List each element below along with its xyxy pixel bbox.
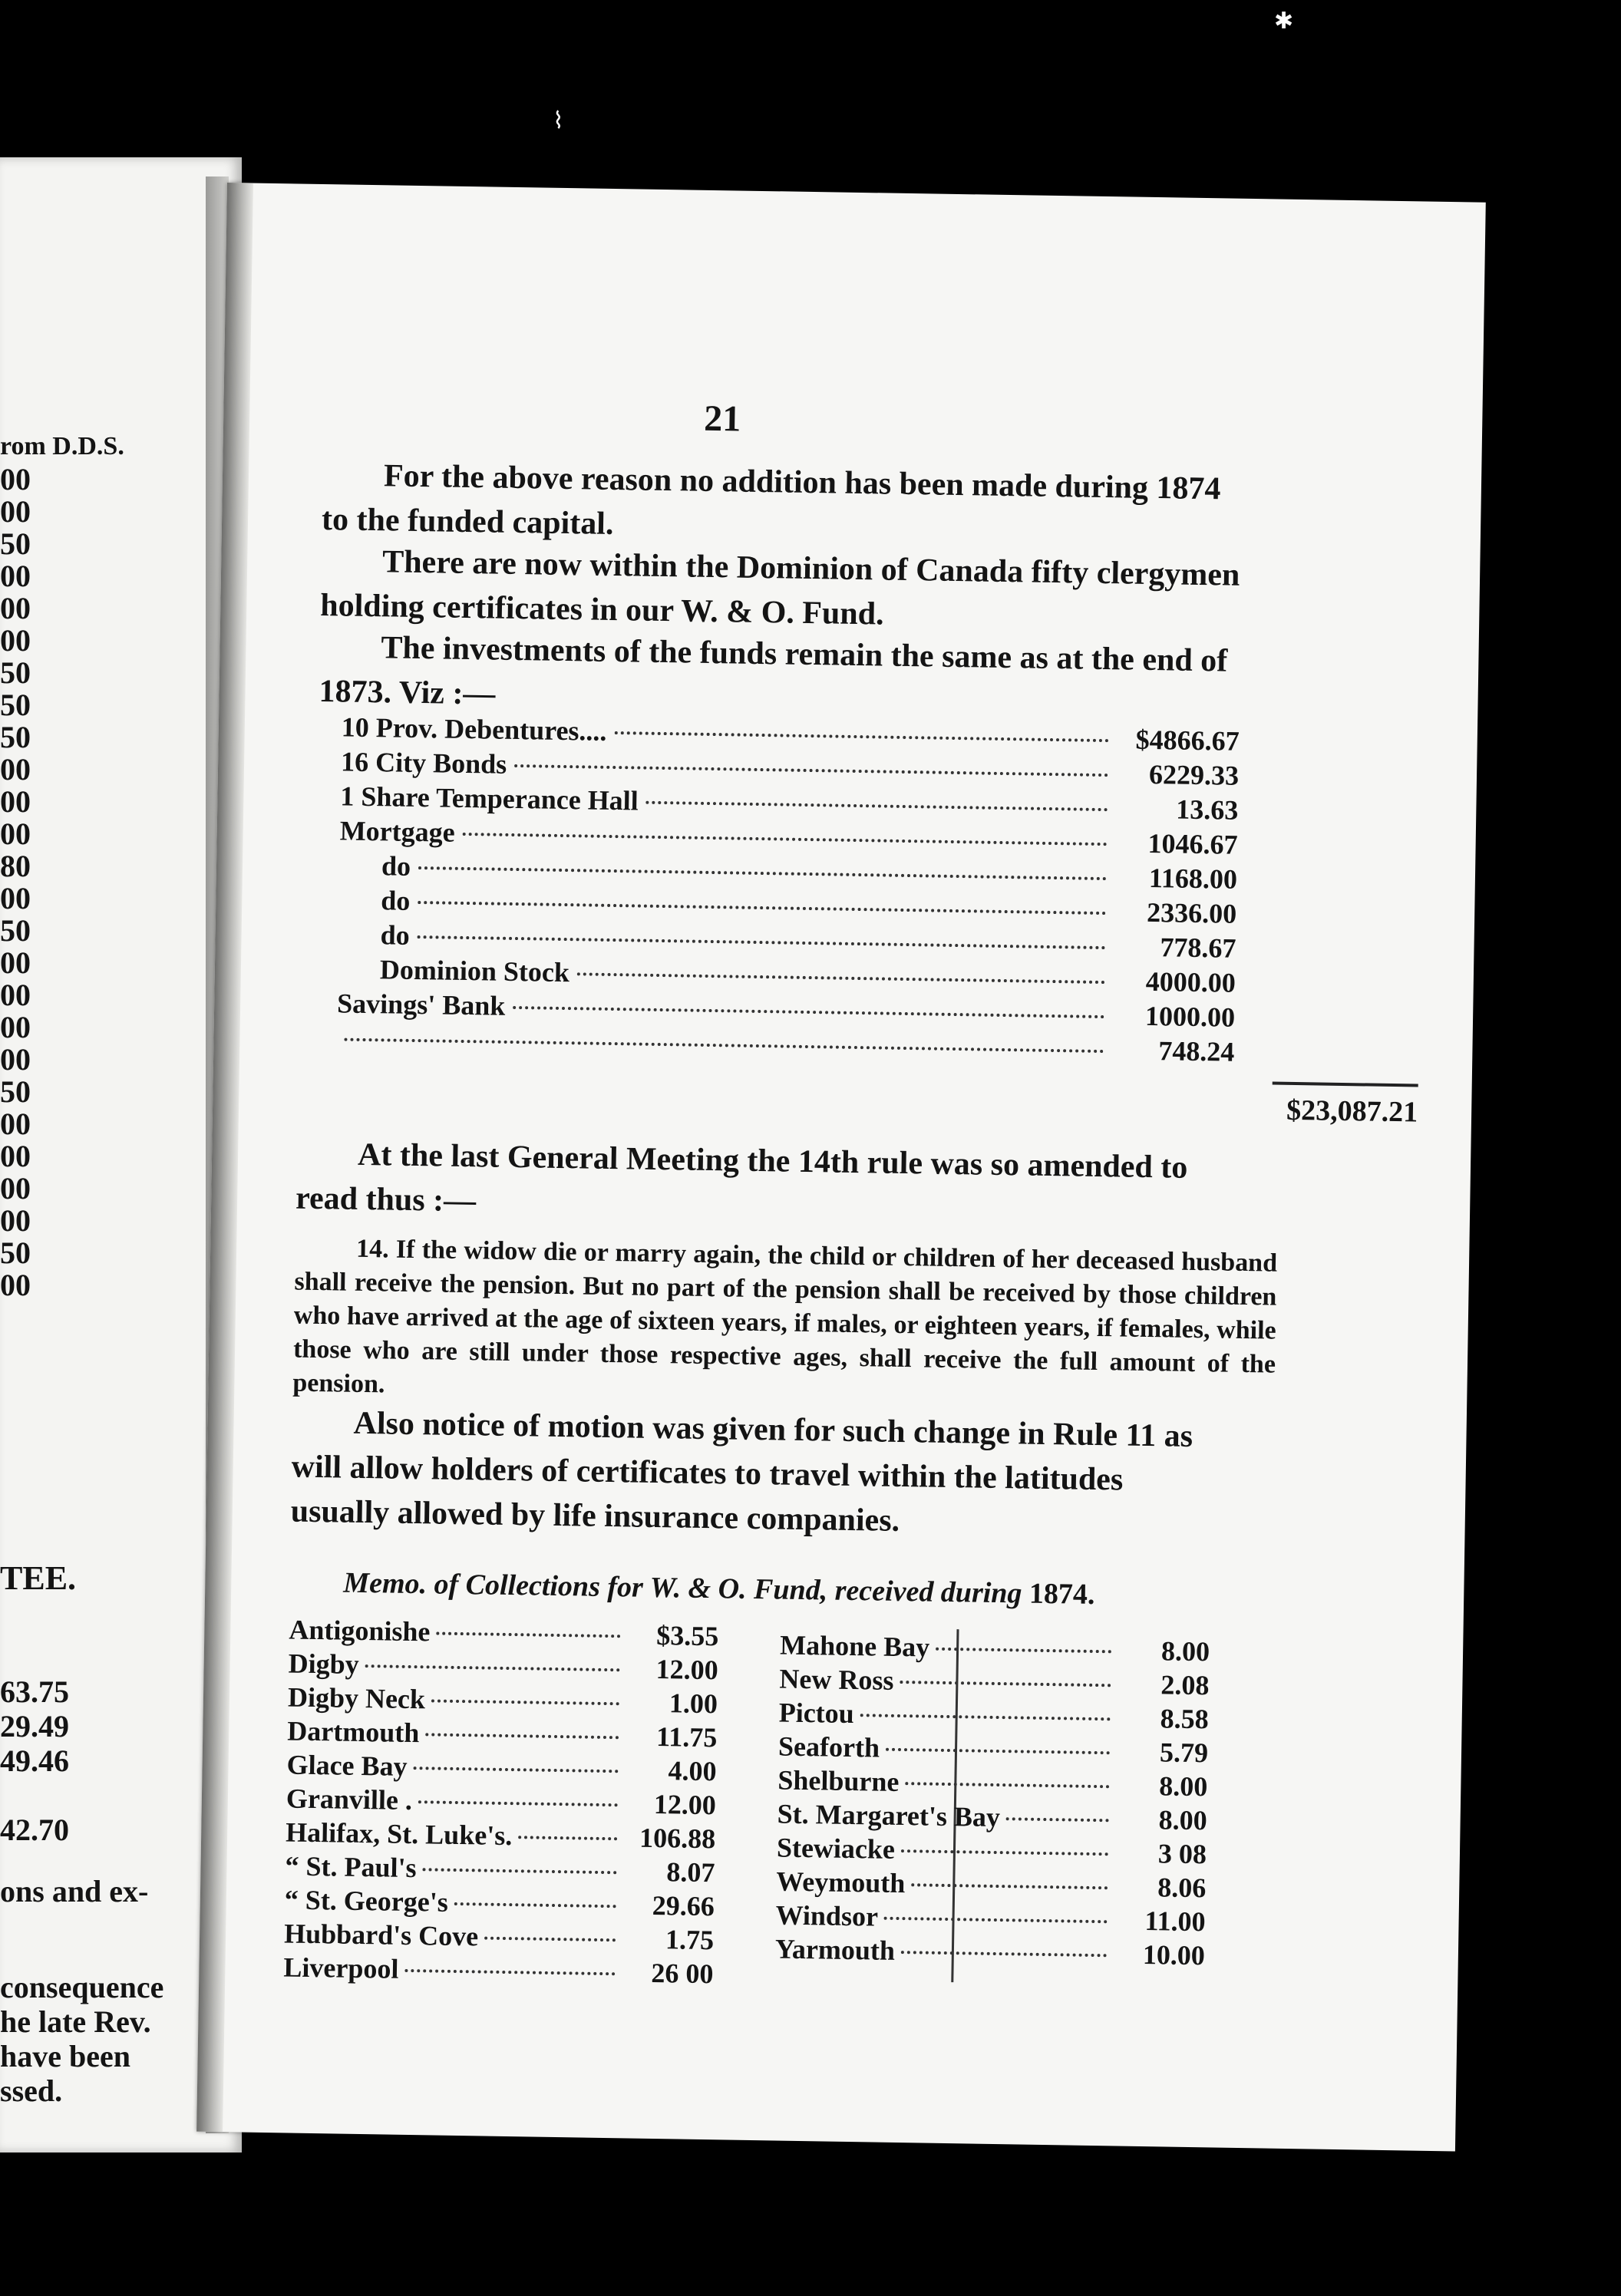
film-scratch-mark: ✱ — [1274, 8, 1294, 34]
row-amount: 1.75 — [665, 1924, 715, 1956]
memo-year: 1874. — [1028, 1577, 1095, 1611]
leader-dots — [905, 1782, 1109, 1788]
leader-dots — [423, 1868, 617, 1874]
row-label: Mortgage — [339, 815, 455, 848]
leader-dots — [614, 731, 1108, 742]
leader-dots — [1006, 1817, 1109, 1822]
paragraph-line: to the funded capital. — [321, 501, 614, 542]
row-label: do — [380, 919, 410, 951]
left-page-amount: 80 — [0, 849, 31, 883]
leader-dots — [577, 972, 1105, 984]
leader-dots — [425, 1733, 619, 1739]
row-amount: 10.00 — [1142, 1939, 1206, 1971]
paragraph-line: For the above reason no addition has been made during 1874 — [383, 458, 1221, 507]
left-page-amount: 00 — [0, 752, 31, 787]
left-page-text-line: consequence — [0, 1970, 164, 2004]
leader-dots — [884, 1917, 1108, 1924]
row-label: Weymouth — [776, 1866, 906, 1899]
left-page-amount: 00 — [0, 1107, 31, 1141]
collection-row — [775, 1932, 1206, 1973]
row-label: Seaforth — [777, 1730, 880, 1763]
left-page-amount: 00 — [0, 1171, 31, 1206]
row-label: do — [381, 850, 411, 882]
row-amount: 6229.33 — [1148, 758, 1240, 791]
left-page-amount: 00 — [0, 784, 31, 819]
paragraph-line: holding certificates in our W. & O. Fund. — [319, 587, 884, 632]
row-amount: 26 00 — [651, 1957, 714, 1990]
left-page-total: 63.75 — [0, 1674, 69, 1709]
left-page-total: 49.46 — [0, 1743, 69, 1778]
row-amount: 2336.00 — [1146, 896, 1237, 929]
row-label: Digby — [288, 1648, 360, 1680]
page-number: 21 — [703, 398, 741, 440]
row-label: Savings' Bank — [336, 988, 506, 1021]
left-page-amount: 50 — [0, 720, 31, 754]
row-amount: 2.08 — [1160, 1669, 1210, 1701]
leader-dots — [418, 935, 1106, 949]
row-label: Windsor — [775, 1899, 879, 1932]
row-label: Yarmouth — [774, 1933, 896, 1966]
paragraph-line: Also notice of motion was given for such change in Rule 11 as — [353, 1405, 1193, 1454]
paragraph-line: There are now within the Dominion of Canada fifty clergymen — [381, 544, 1240, 593]
leader-dots — [454, 1902, 616, 1908]
row-amount: 1046.67 — [1147, 827, 1238, 860]
collection-row — [283, 1950, 714, 1991]
row-label: Glace Bay — [286, 1749, 408, 1782]
film-scratch-mark: ⌇ — [553, 108, 564, 134]
row-amount: 4.00 — [668, 1755, 717, 1787]
investments-total: $23,087.21 — [1286, 1094, 1418, 1129]
left-page-amount: 00 — [0, 591, 31, 625]
left-page-amount: 00 — [0, 978, 31, 1012]
leader-dots — [418, 901, 1106, 915]
row-label: Liverpool — [283, 1951, 399, 1984]
paragraph-line: The investments of the funds remain the same as at the end of — [381, 630, 1228, 679]
left-page-text-line: have been — [0, 2039, 130, 2073]
row-label: Antigonishe — [289, 1614, 431, 1648]
leader-dots — [860, 1714, 1111, 1720]
paragraph-line: read thus :— — [295, 1180, 477, 1219]
row-amount: 8.00 — [1160, 1635, 1210, 1668]
leader-dots — [936, 1648, 1111, 1654]
row-amount: 1000.00 — [1144, 1000, 1236, 1033]
row-amount: 12.00 — [653, 1788, 717, 1821]
left-page-amount: 50 — [0, 913, 31, 948]
row-amount: 11.75 — [655, 1721, 718, 1753]
left-page-amount: 00 — [0, 1010, 31, 1044]
row-amount: 8.07 — [666, 1856, 715, 1889]
row-amount: 8.00 — [1158, 1804, 1207, 1836]
leader-dots — [404, 1969, 615, 1975]
row-label: Halifax, St. Luke's. — [285, 1816, 513, 1852]
row-amount: 1168.00 — [1148, 862, 1238, 895]
row-label: St. Margaret's Bay — [777, 1798, 1001, 1833]
row-label: 1 Share Temperance Hall — [340, 780, 639, 816]
memo-title — [343, 1566, 1095, 1611]
total-rule — [1273, 1082, 1418, 1087]
row-label: Shelburne — [777, 1764, 900, 1798]
row-label: Mahone Bay — [779, 1629, 930, 1663]
leader-dots — [436, 1632, 620, 1638]
row-amount: 8.58 — [1160, 1703, 1210, 1735]
paragraph-line: 1873. Viz :— — [319, 673, 496, 712]
leader-dots — [514, 764, 1108, 777]
row-label: Granville . — [286, 1783, 413, 1816]
left-page-amount: 00 — [0, 1139, 31, 1173]
row-amount: 5.79 — [1159, 1737, 1209, 1769]
row-amount: 11.00 — [1144, 1905, 1206, 1938]
row-amount: 748.24 — [1158, 1035, 1235, 1067]
left-page-text-line: ons and ex- — [0, 1874, 149, 1908]
row-amount: 13.63 — [1176, 793, 1239, 826]
row-label: Dartmouth — [287, 1715, 420, 1749]
left-page-header: rom D.D.S. — [0, 432, 124, 460]
left-page-text-line: he late Rev. — [0, 2004, 151, 2039]
leader-dots — [901, 1951, 1107, 1957]
left-page-amount: 50 — [0, 526, 31, 561]
leader-dots — [414, 1767, 619, 1773]
leader-dots — [513, 1006, 1104, 1018]
leader-dots — [365, 1664, 620, 1671]
row-amount: $4866.67 — [1135, 724, 1240, 757]
row-amount: 4000.00 — [1145, 965, 1236, 998]
left-page-amount: 50 — [0, 688, 31, 722]
memo-title-text: Memo. of Collections for W. & O. Fund, received during — [343, 1566, 1022, 1610]
leader-dots — [901, 1849, 1108, 1856]
left-page-amount: 00 — [0, 1203, 31, 1238]
left-page-text-line: ssed. — [0, 2073, 63, 2108]
row-label: Stewiacke — [776, 1832, 896, 1865]
row-label: 16 City Bonds — [340, 746, 507, 780]
left-page-amount: 00 — [0, 881, 31, 915]
left-page-amount: 50 — [0, 1235, 31, 1270]
row-amount: 29.66 — [652, 1889, 715, 1922]
leader-dots — [518, 1836, 617, 1840]
paragraph-line: will allow holders of certificates to travel within the latitudes — [291, 1449, 1124, 1498]
paragraph-notice-of-motion — [290, 1400, 1275, 1549]
leader-dots — [900, 1681, 1111, 1687]
row-label: New Ross — [779, 1663, 894, 1696]
page-21 — [196, 183, 1486, 2151]
leader-dots — [886, 1748, 1110, 1755]
left-page-total: 42.70 — [0, 1813, 69, 1847]
row-amount: $3.55 — [656, 1620, 719, 1652]
left-page-amount: 50 — [0, 1074, 31, 1109]
row-amount: 8.00 — [1159, 1770, 1208, 1803]
row-label: Pictou — [778, 1697, 855, 1730]
left-page-amount: 50 — [0, 655, 31, 690]
row-amount: 8.06 — [1157, 1872, 1207, 1904]
row-amount: 1.00 — [669, 1687, 718, 1720]
left-page-amount: 00 — [0, 494, 31, 529]
leader-dots — [431, 1699, 619, 1705]
left-page-amount: 00 — [0, 945, 31, 980]
row-amount: 106.88 — [639, 1822, 716, 1855]
paragraph-line: At the last General Meeting the 14th rule was so amended to — [357, 1136, 1188, 1186]
row-label: Dominion Stock — [379, 954, 570, 988]
left-page-heading: TEE. — [0, 1559, 77, 1597]
left-page-amount: 00 — [0, 462, 31, 496]
left-page-amount: 00 — [0, 1268, 31, 1302]
row-label: Hubbard's Cove — [283, 1918, 479, 1952]
leader-dots — [463, 833, 1108, 846]
left-page-amount: 00 — [0, 1042, 31, 1077]
left-page-amount: 00 — [0, 816, 31, 851]
leader-dots — [646, 801, 1108, 811]
leader-dots — [418, 1800, 618, 1806]
row-label: do — [381, 885, 411, 916]
left-page-amount: 00 — [0, 559, 31, 593]
paragraph-line: usually allowed by life insurance companies. — [290, 1493, 900, 1539]
rule-14-text: 14. If the widow die or marry again, the child or children of her deceased husband shall receive the pension. But no part of the pension shall be received by those children who have arrived at the age of sixteen years, if males, or eighteen years, if females, while those who are still under those respective ages, shall receive the full amount of the pension. — [292, 1234, 1278, 1399]
leader-dots — [418, 866, 1107, 880]
left-page-amount: 00 — [0, 623, 31, 658]
row-amount: 778.67 — [1160, 932, 1236, 964]
row-label: “ St. Paul's — [285, 1850, 417, 1884]
row-label: Digby Neck — [287, 1681, 426, 1715]
leader-dots — [484, 1937, 616, 1942]
left-page-total: 29.49 — [0, 1709, 69, 1743]
leader-dots — [911, 1883, 1108, 1889]
leader-dots — [344, 1038, 1104, 1054]
row-label: “ St. George's — [284, 1884, 449, 1918]
row-amount: 3 08 — [1157, 1838, 1207, 1870]
paragraph-general-meeting — [295, 1132, 1279, 1236]
row-amount: 12.00 — [655, 1654, 718, 1686]
row-label: 10 Prov. Debentures.... — [341, 711, 607, 747]
